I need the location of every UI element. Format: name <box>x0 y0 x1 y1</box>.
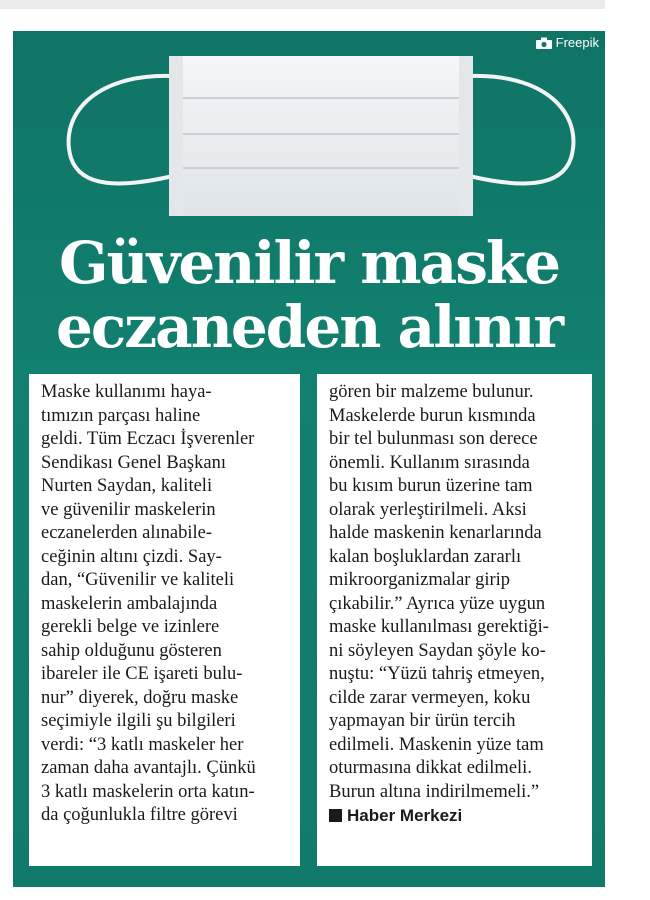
text-line: seçimiyle ilgili şu bilgileri <box>41 711 236 731</box>
camera-icon <box>536 37 552 49</box>
text-line: zaman daha avantajlı. Çünkü <box>41 758 256 778</box>
text-line: eczanelerden alınabile- <box>41 523 213 543</box>
text-line: ceğinin altını çizdi. Say- <box>41 546 222 567</box>
text-line: bu kısım burun üzerine tam <box>329 476 533 496</box>
text-line: gören bir malzeme bulunur. <box>329 382 534 402</box>
headline-line-1: Güvenilir maske <box>58 229 559 297</box>
headline <box>13 231 605 359</box>
byline <box>329 804 582 828</box>
text-line: cilde zarar vermeyen, koku <box>329 687 531 708</box>
text-line: Maskelerde burun kısmında <box>329 405 536 426</box>
text-line: dan, “Güvenilir ve kaliteli <box>41 570 235 590</box>
text-line: oturmasına dikkat edilmeli. <box>329 758 532 778</box>
byline-square-icon <box>329 809 342 822</box>
article-column-right <box>317 374 592 866</box>
text-line: ibareler ile CE işareti bulu- <box>41 664 243 684</box>
text-line: edilmeli. Maskenin yüze tam <box>329 734 544 755</box>
right-ear-loop <box>469 76 573 184</box>
text-line: nuştu: “Yüzü tahriş etmeyen, <box>329 664 545 684</box>
text-line: maske kullanılması gerektiği- <box>329 617 549 637</box>
mask-body <box>169 56 473 216</box>
text-line: çıkabilir.” Ayrıca yüze uygun <box>329 593 546 614</box>
top-strip <box>0 0 605 9</box>
text-line: da çoğunlukla filtre görevi <box>41 805 238 825</box>
text-line: Burun altına indirilmemeli.” <box>329 781 540 802</box>
text-line: önemli. Kullanım sırasında <box>329 452 530 473</box>
text-line: tımızın parçası haline <box>41 405 201 426</box>
text-line: nur” diyerek, doğru maske <box>41 687 239 708</box>
text-line: olarak yerleştirilmeli. Aksi <box>329 499 527 520</box>
text-line: gerekli belge ve izinlere <box>41 617 220 637</box>
text-line: mikroorganizmalar girip <box>329 570 511 590</box>
text-line: bir tel bulunması son derece <box>329 429 538 449</box>
text-line: ve güvenilir maskelerin <box>41 499 216 520</box>
face-mask-photo <box>51 48 591 228</box>
text-line: sahip olduğunu gösteren <box>41 640 222 661</box>
text-line: 3 katlı maskelerin orta katın- <box>41 781 255 802</box>
text-line: geldi. Tüm Eczacı İşverenler <box>41 429 255 449</box>
left-ear-loop <box>69 76 173 184</box>
text-line: Maske kullanımı haya- <box>41 382 212 402</box>
byline-text: Haber Merkezi <box>347 806 463 825</box>
text-line: Nurten Saydan, kaliteli <box>41 476 213 496</box>
photo-credit-text: Freepik <box>555 35 599 50</box>
text-line: yapmayan bir ürün tercih <box>329 711 516 731</box>
text-line: ni söyleyen Saydan şöyle ko- <box>329 640 546 661</box>
text-line: maskelerin ambalajında <box>41 593 218 614</box>
article-panel <box>13 31 605 887</box>
headline-line-2: eczaneden alınır <box>55 293 563 361</box>
text-line: Sendikası Genel Başkanı <box>41 452 226 473</box>
text-line: verdi: “3 katlı maskeler her <box>41 734 244 755</box>
text-line: halde maskenin kenarlarında <box>329 523 542 543</box>
text-line: kalan boşluklardan zararlı <box>329 546 522 567</box>
article-column-left <box>29 374 300 866</box>
